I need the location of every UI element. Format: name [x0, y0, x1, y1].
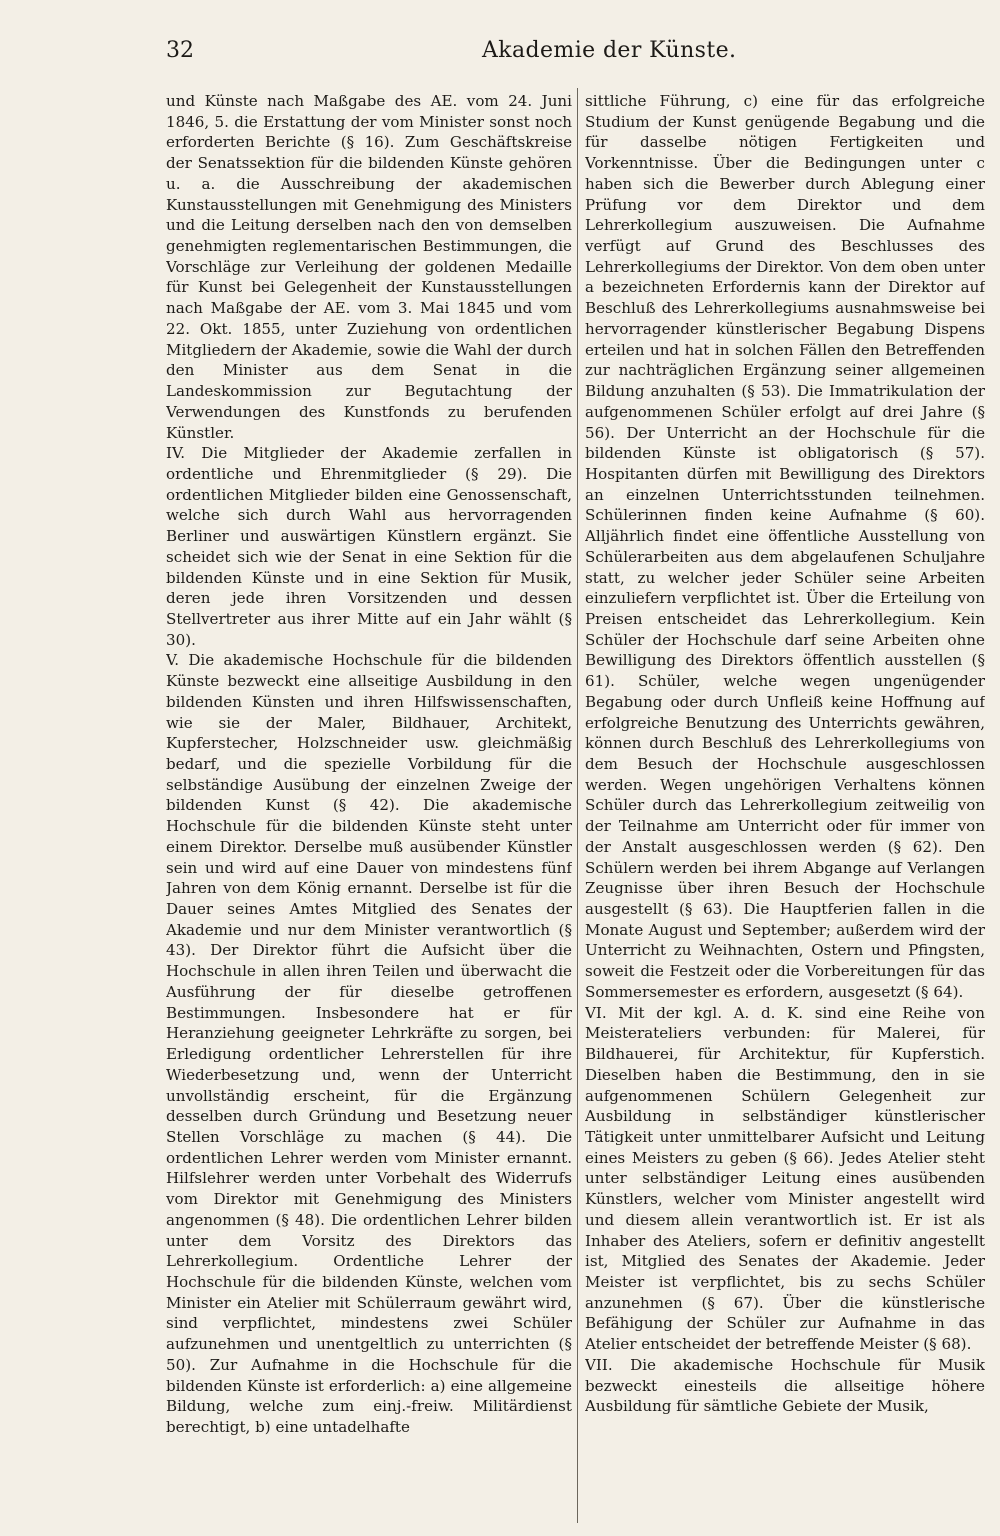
right-column [585, 91, 985, 1521]
column-divider [577, 88, 578, 1523]
left-column [166, 91, 572, 1521]
paragraph-left-2-section-iv: IV. Die Mitglieder der Akademie zerfallen in ordentliche und Ehrenmitglieder (§ 29). Die ordentlichen Mitglieder bilden eine Genossenschaft, welche sich durch Wahl aus hervorragenden Berliner und auswärtigen Künstlern ergänzt. Sie scheidet sich wie der Senat in eine Sektion für die bildenden Künste und in eine Sektion für Musik, deren jede ihren Vorsitzenden und dessen Stellvertreter aus ihrer Mitte auf ein Jahr wählt (§ 30). [166, 444, 572, 649]
paragraph-left-1: und Künste nach Maßgabe des AE. vom 24. Juni 1846, 5. die Erstattung der vom Minister sonst noch erforderten Berichte (§ 16). Zum Geschäftskreise der Senatssektion für die bildenden Künste gehören u. a. die Ausschreibung der akademischen Kunstausstellungen mit Genehmigung des Ministers und die Leitung derselben nach den von demselben genehmigten reglementarischen Bestimmungen, die Vorschläge zur Verleihung der goldenen Medaille für Kunst bei Gelegenheit der Kunstausstellungen nach Maßgabe der AE. vom 3. Mai 1845 und vom 22. Okt. 1855, unter Zuziehung von ordentlichen Mitgliedern der Akademie, sowie die Wahl der durch den Minister aus dem Senat in die Landeskommission zur Begutachtung der Verwendungen des Kunstfonds zu berufenden Künstler. [166, 92, 572, 442]
page-header [166, 38, 984, 72]
paragraph-right-2-section-vi: VI. Mit der kgl. A. d. K. sind eine Reihe von Meisterateliers verbunden: für Malerei, für Bildhauerei, für Architektur, für Kupferstich. Dieselben haben die Bestimmung, den in sie aufgenommenen Schülern Gelegenheit zur Ausbildung in selbständiger künstlerischer Tätigkeit unter unmittelbarer Aufsicht und Leitung eines Meisters zu geben (§ 66). Jedes Atelier steht unter selbständiger Leitung eines ausübenden Künstlers, welcher vom Minister angestellt wird und diesem allein verantwortlich ist. Er ist als Inhaber des Ateliers, sofern er definitiv angestellt ist, Mitglied des Senates der Akademie. Jeder Meister ist verpflichtet, bis zu sechs Schüler anzunehmen (§ 67). Über die künstlerische Befähigung der Schüler zur Aufnahme in das Atelier entscheidet der betreffende Meister (§ 68). [585, 1003, 985, 1354]
page-number: 32 [166, 38, 194, 63]
paragraph-left-3-section-v: V. Die akademische Hochschule für die bildenden Künste bezweckt eine allseitige Ausbildung in den bildenden Künsten und ihren Hilfswissenschaften, wie sie der Maler, Bildhauer, Architekt, Kupferstecher, Holzschneider usw. gleichmäßig bedarf, und die spezielle Vorbildung für die selbständige Ausübung der einzelnen Zweige der bildenden Kunst (§ 42). Die akademische Hochschule für die bildenden Künste steht unter einem Direktor. Derselbe muß ausübender Künstler sein und wird auf eine Dauer von mindestens fünf Jahren von dem König ernannt. Derselbe ist für die Dauer seines Amtes Mitglied des Senates der Akademie und nur dem Minister verantwortlich (§ 43). Der Direktor führt die Aufsicht über die Hochschule in allen ihren Teilen und überwacht die Ausführung der für dieselbe getroffenen Bestimmungen. Insbesondere hat er für Heranziehung geeigneter Lehrkräfte zu sorgen, bei Erledigung ordentlicher Lehrerstellen für ihre Wiederbesetzung und, wenn der Unterricht unvollständig erscheint, für die Ergänzung desselben durch Gründung und Besetzung neuer Stellen Vorschläge zu machen (§ 44). Die ordentlichen Lehrer werden vom Minister ernannt. Hilfslehrer werden unter Vorbehalt des Widerrufs vom Direktor mit Genehmigung des Ministers angenommen (§ 48). Die ordentlichen Lehrer bilden unter dem Vorsitz des Direktors das Lehrerkollegium. Ordentliche Lehrer der Hochschule für die bildenden Künste, welchen vom Minister ein Atelier mit Schülerraum gewährt wird, sind verpflichtet, mindestens zwei Schüler aufzunehmen und unentgeltlich zu unterrichten (§ 50). Zur Aufnahme in die Hochschule für die bildenden Künste ist erforderlich: a) eine allgemeine Bildung, welche zum einj.-freiw. Militärdienst berechtigt, b) eine untadelhafte [166, 651, 572, 1436]
running-title: Akademie der Künste. [482, 38, 737, 63]
paragraph-right-3-section-vii: VII. Die akademische Hochschule für Musik bezweckt einesteils die allseitige höhere Ausbildung für sämtliche Gebiete der Musik, [585, 1355, 985, 1416]
paragraph-right-1: sittliche Führung, c) eine für das erfolgreiche Studium der Kunst genügende Begabung und die für dasselbe nötigen Fertigkeiten und Vorkenntnisse. Über die Bedingungen unter c haben sich die Bewerber durch Ablegung einer Prüfung vor dem Direktor und dem Lehrerkollegium auszuweisen. Die Aufnahme verfügt auf Grund des Beschlusses des Lehrerkollegiums der Direktor. Von dem oben unter a bezeichneten Erfordernis kann der Direktor auf Beschluß des Lehrerkollegiums ausnahmsweise bei hervorragender künstlerischer Begabung Dispens erteilen und hat in solchen Fällen den Betreffenden zur nachträglichen Ergänzung seiner allgemeinen Bildung anzuhalten (§ 53). Die Immatrikulation der aufgenommenen Schüler erfolgt auf drei Jahre (§ 56). Der Unterricht an der Hochschule für die bildenden Künste ist obligatorisch (§ 57). Hospitanten dürfen mit Bewilligung des Direktors an einzelnen Unterrichtsstunden teilnehmen. Schülerinnen finden keine Aufnahme (§ 60). Alljährlich findet eine öffentliche Ausstellung von Schülerarbeiten aus dem abgelaufenen Schuljahre statt, zu welcher jeder Schüler seine Arbeiten einzuliefern verpflichtet ist. Über die Erteilung von Preisen entscheidet das Lehrerkollegium. Kein Schüler der Hochschule darf seine Arbeiten ohne Bewilligung des Direktors öffentlich ausstellen (§ 61). Schüler, welche wegen ungenügender Begabung oder durch Unfleiß keine Hoffnung auf erfolgreiche Benutzung des Unterrichts gewähren, können durch Beschluß des Lehrerkollegiums von dem Besuch der Hochschule ausgeschlossen werden. Wegen ungehörigen Verhaltens können Schüler durch das Lehrerkollegium zeitweilig von der Teilnahme am Unterricht oder für immer von der Anstalt ausgeschlossen werden (§ 62). Den Schülern werden bei ihrem Abgange auf Verlangen Zeugnisse über ihren Besuch der Hochschule ausgestellt (§ 63). Die Hauptferien fallen in die Monate August und September; außerdem wird der Unterricht zu Weihnachten, Ostern und Pfingsten, soweit die Festzeit oder die Vorbereitungen für das Sommersemester es erfordern, ausgesetzt (§ 64). [585, 92, 985, 1001]
